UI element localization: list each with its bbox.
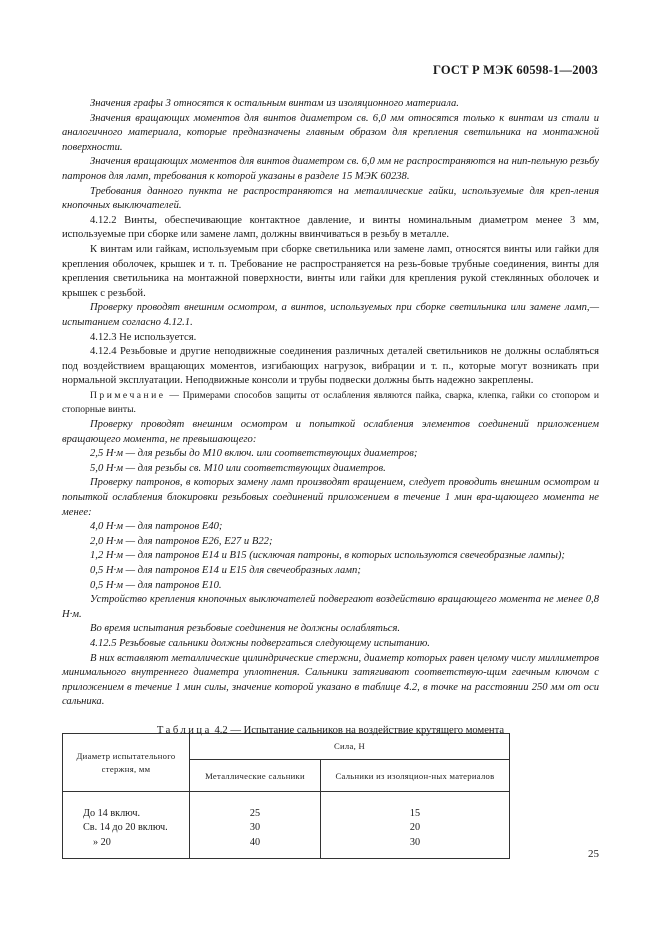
note [62,389,599,418]
torque-table [62,733,510,859]
list-item: 0,5 Н·м — для патронов Е10. [90,579,222,591]
paragraph: Значения вращающих моментов для винтов диаметром св. 6,0 мм не распространяются на нип-пельную резьбу патронов для ламп, требования к которой указаны в разделе 15 МЭК 60238. [62,156,599,182]
paragraph: Проверку проводят внешним осмотром, а винтов, используемых при сборке светильника или замене ламп,— испытанием согласно 4.12.1. [62,302,599,328]
col-header-insulating: Сальники из изоляцион-ных материалов [321,760,510,792]
col-header-metal: Металлические сальники [190,760,321,792]
clause-4-12-3: 4.12.3 Не используется. [90,331,197,343]
note-label: Примечание [90,389,166,401]
paragraph: Во время испытания резьбовые соединения не должны ослабляться. [90,623,401,635]
col-header-force: Сила, Н [190,734,510,760]
cell-insulating: 15 [321,792,510,821]
clause-4-12-2: 4.12.2 Винты, обеспечивающие контактное давление, и винты номинальным диаметром менее 3 мм, используемые при сборке или замене ламп, должны ввинчиваться в резьбу в металле. [62,214,599,241]
clause-4-12-5: 4.12.5 Резьбовые сальники должны подвергаться следующему испытанию. [90,637,430,649]
table-caption-text: 4.2 — Испытание сальников на воздействие крутящего момента [214,724,505,736]
clause-4-12-4: 4.12.4 Резьбовые и другие неподвижные соединения различных деталей светильников не должны ослабляться под воздействием вращающих моментов, изгибающих нагрузок, вибрации и т. п., которые могут возникать при нормальной эксплуатации. Неподвижные консоли и трубы подвески должны быть надежно закреплены. [62,346,599,387]
document-header: ГОСТ Р МЭК 60598-1—2003 [433,63,598,77]
paragraph: Требования данного пункта не распространяются на металлические гайки, используемые для креп-ления кнопочных выключателей. [62,185,599,212]
page-number: 25 [588,848,599,860]
list-item: 1,2 Н·м — для патронов Е14 и В15 (исключая патроны, в которых используются свечеобразные лампы); [90,550,565,562]
list-item: 2,5 Н·м — для резьбы до М10 включ. или соответствующих диаметров; [90,448,418,460]
cell-insulating: 20 [321,821,510,836]
cell-metal: 40 [190,835,321,858]
list-item: 4,0 Н·м — для патронов Е40; [90,521,223,533]
list-item: 0,5 Н·м — для патронов Е14 и Е15 для свечеобразных ламп; [90,565,361,576]
paragraph: Значения графы 3 относятся к остальным винтам из изоляционного материала. [90,98,459,109]
list-item: 2,0 Н·м — для патронов Е26, Е27 и В22; [90,535,273,547]
cell-metal: 25 [190,792,321,821]
paragraph: К винтам или гайкам, используемым при сборке светильника или замене ламп, относятся винты или гайки для крепления оболочек, крышек и т. п. Требование не распространяется на резь-бовые трубные соединения, винты для крепления светильника на монтажной поверхности, винты или гайки для крепления рукой стеклянных оболочек и крышек с резьбой. [62,243,599,299]
cell-diameter: » 20 [63,835,190,858]
col-header-diameter: Диаметр испытательного стержня, мм [63,734,190,792]
table-wrapper [0,733,661,859]
list-item: 5,0 Н·м — для резьбы св. М10 или соответствующих диаметров. [90,462,386,474]
note-text: — Примерами способов защиты от ослабления являются пайка, сварка, клепка, гайки со стопором и стопорные винты. [62,389,599,416]
paragraph: Устройство крепления кнопочных выключателей подвергают воздействию вращающего момента не менее 0,8 Н·м. [62,594,599,620]
table-row [63,792,510,821]
paragraph: Проверку проводят внешним осмотром и попыткой ослабления элементов соединений приложением вращающего момента, не превышающего: [62,419,599,445]
table-caption-label: Таблица [156,724,212,736]
table-row [63,821,510,836]
paragraph: Значения вращающих моментов для винтов диаметром св. 6,0 мм относятся только к винтам из стали и аналогичного материала, которые предназначены главным образом для крепления светильника на монтажной поверхности. [62,112,599,153]
table-row [63,835,510,858]
cell-metal: 30 [190,821,321,836]
paragraph: В них вставляют металлические цилиндрические стержни, диаметр которых равен целому числу миллиметров минимального внутреннего диаметра уплотнения. Сальники затягивают соответствую-щим гаечным ключом с приложением в течение 1 мин силы, значение которой указано в таблице 4.2, в точке на расстоянии 250 мм от оси сальника. [62,652,599,708]
paragraph: Проверку патронов, в которых замену ламп производят вращением, следует проводить внешним осмотром и попыткой ослабления блокировки резьбовых соединений приложением в течение 1 мин вра-щающего момента не менее: [62,477,599,518]
cell-insulating: 30 [321,835,510,858]
document-body [62,97,599,746]
cell-diameter: До 14 включ. [63,792,190,821]
cell-diameter: Св. 14 до 20 включ. [63,821,190,836]
